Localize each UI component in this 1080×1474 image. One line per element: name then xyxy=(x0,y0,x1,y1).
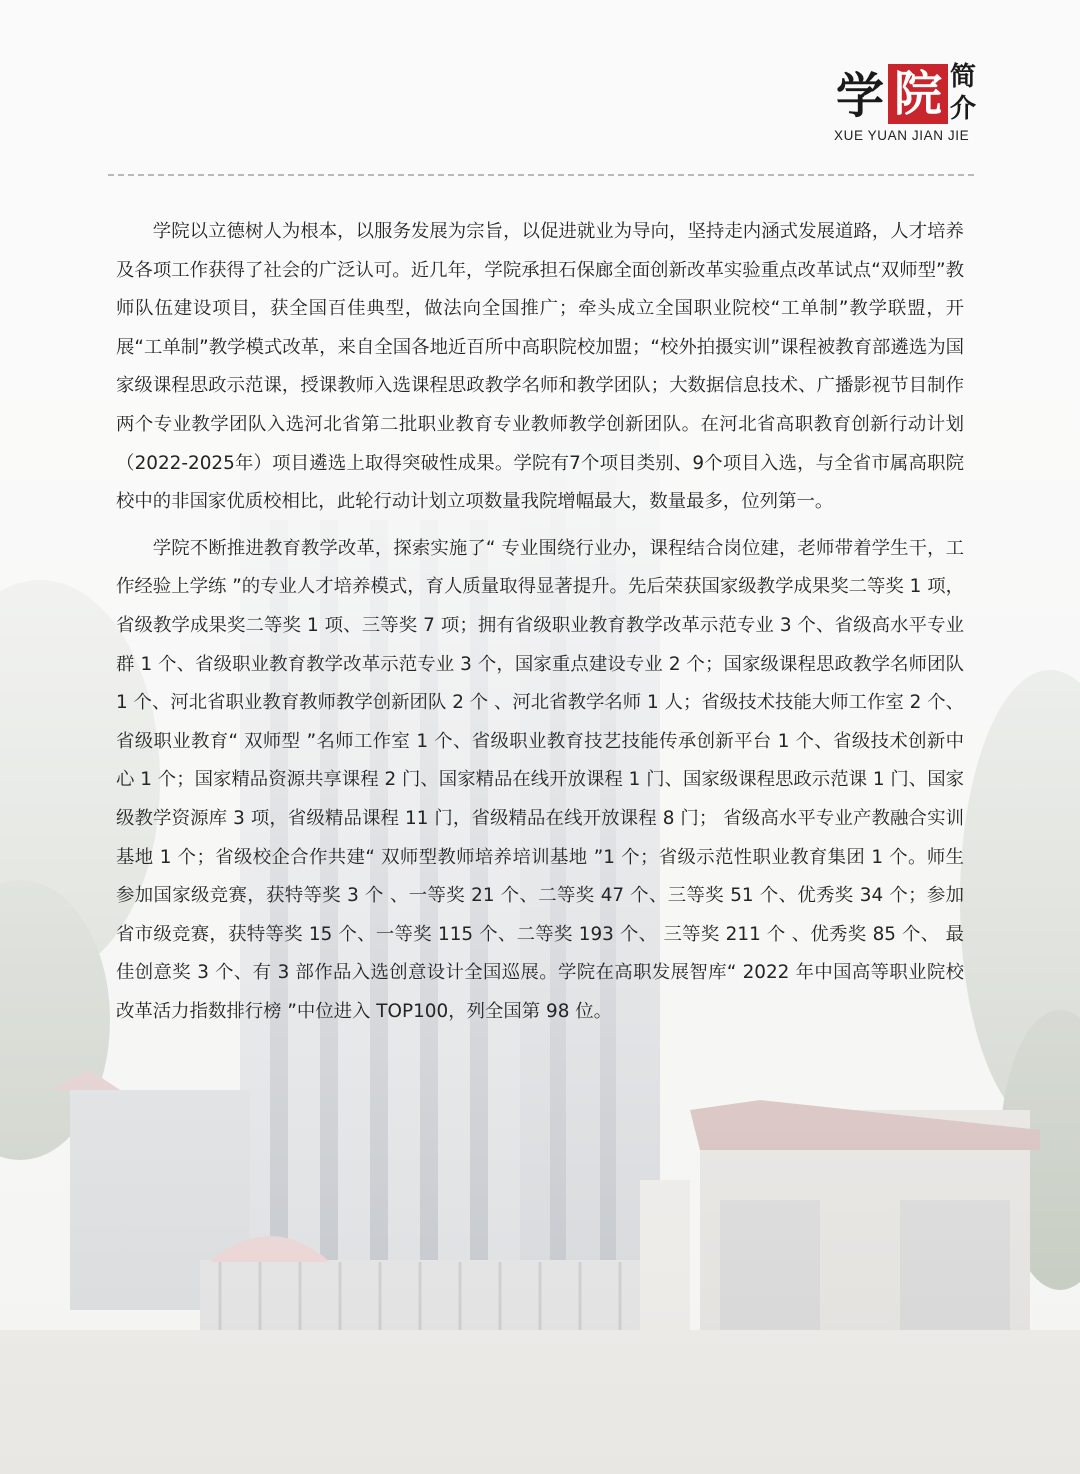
logo-char-xue: 学 xyxy=(836,68,885,124)
logo-pinyin: XUE YUAN JIAN JIE xyxy=(834,128,970,143)
header-logo xyxy=(834,40,984,146)
paragraph-2: 学院不断推进教育教学改革，探索实施了“ 专业围绕行业办，课程结合岗位建，老师带着学生干，工作经验上学练 ”的专业人才培养模式，育人质量取得显著提升。先后荣获国家级教学成果奖二等奖 1 项，省级教学成果奖二等奖 1 项、三等奖 7 项；拥有省级职业教育教学改革示范专业 3 个、省级高水平专业群 1 个、省级职业教育教学改革示范专业 3 个，国家重点建设专业 2 个；国家级课程思政教学名师团队 1 个、河北省职业教育教师教学创新团队 2 个 、河北省教学名师 1 人；省级技术技能大师工作室 2 个、省级职业教育“ 双师型 ”名师工作室 1 个、省级职业教育技艺技能传承创新平台 1 个、省级技术创新中心 1 个；国家精品资源共享课程 2 门、国家精品在线开放课程 1 门、国家级课程思政示范课 1 门、国家级教学资源库 3 项，省级精品课程 11 门，省级精品在线开放课程 8 门； 省级高水平专业产教融合实训基地 1 个；省级校企合作共建“ 双师型教师培养培训基地 ”1 个；省级示范性职业教育集团 1 个。师生参加国家级竞赛，获特等奖 3 个 、一等奖 21 个、二等奖 47 个、三等奖 51 个、优秀奖 34 个；参加省市级竞赛，获特等奖 15 个、一等奖 115 个、二等奖 193 个、 三等奖 211 个 、优秀奖 85 个、 最佳创意奖 3 个、有 3 部作品入选创意设计全国巡展。学院在高职发展智库“ 2022 年中国高等职业院校改革活力指数排行榜 ”中位进入 TOP100，列全国第 98 位。 xyxy=(116,537,964,1022)
intro-body xyxy=(116,213,964,1039)
header-divider xyxy=(108,174,974,176)
logo-char-jian: 简 xyxy=(950,62,977,92)
paragraph-1: 学院以立德树人为根本，以服务发展为宗旨，以促进就业为导向，坚持走内涵式发展道路，人才培养及各项工作获得了社会的广泛认可。近几年，学院承担石保廊全面创新改革实验重点改革试点“双师型”教师队伍建设项目，获全国百佳典型，做法向全国推广；牵头成立全国职业院校“工单制”教学联盟，开展“工单制”教学模式改革，来自全国各地近百所中高职院校加盟；“校外拍摄实训”课程被教育部遴选为国家级课程思政示范课，授课教师入选课程思政教学名师和教学团队；大数据信息技术、广播影视节目制作两个专业教学团队入选河北省第二批职业教育专业教师教学创新团队。在河北省高职教育创新行动计划（2022-2025年）项目遴选上取得突破性成果。学院有7个项目类别、9个项目入选，与全省市属高职院校中的非国家优质校相比，此轮行动计划立项数量我院增幅最大，数量最多，位列第一。 xyxy=(116,221,964,513)
logo-char-jie: 介 xyxy=(950,94,977,124)
logo-char-yuan: 院 xyxy=(888,64,948,124)
